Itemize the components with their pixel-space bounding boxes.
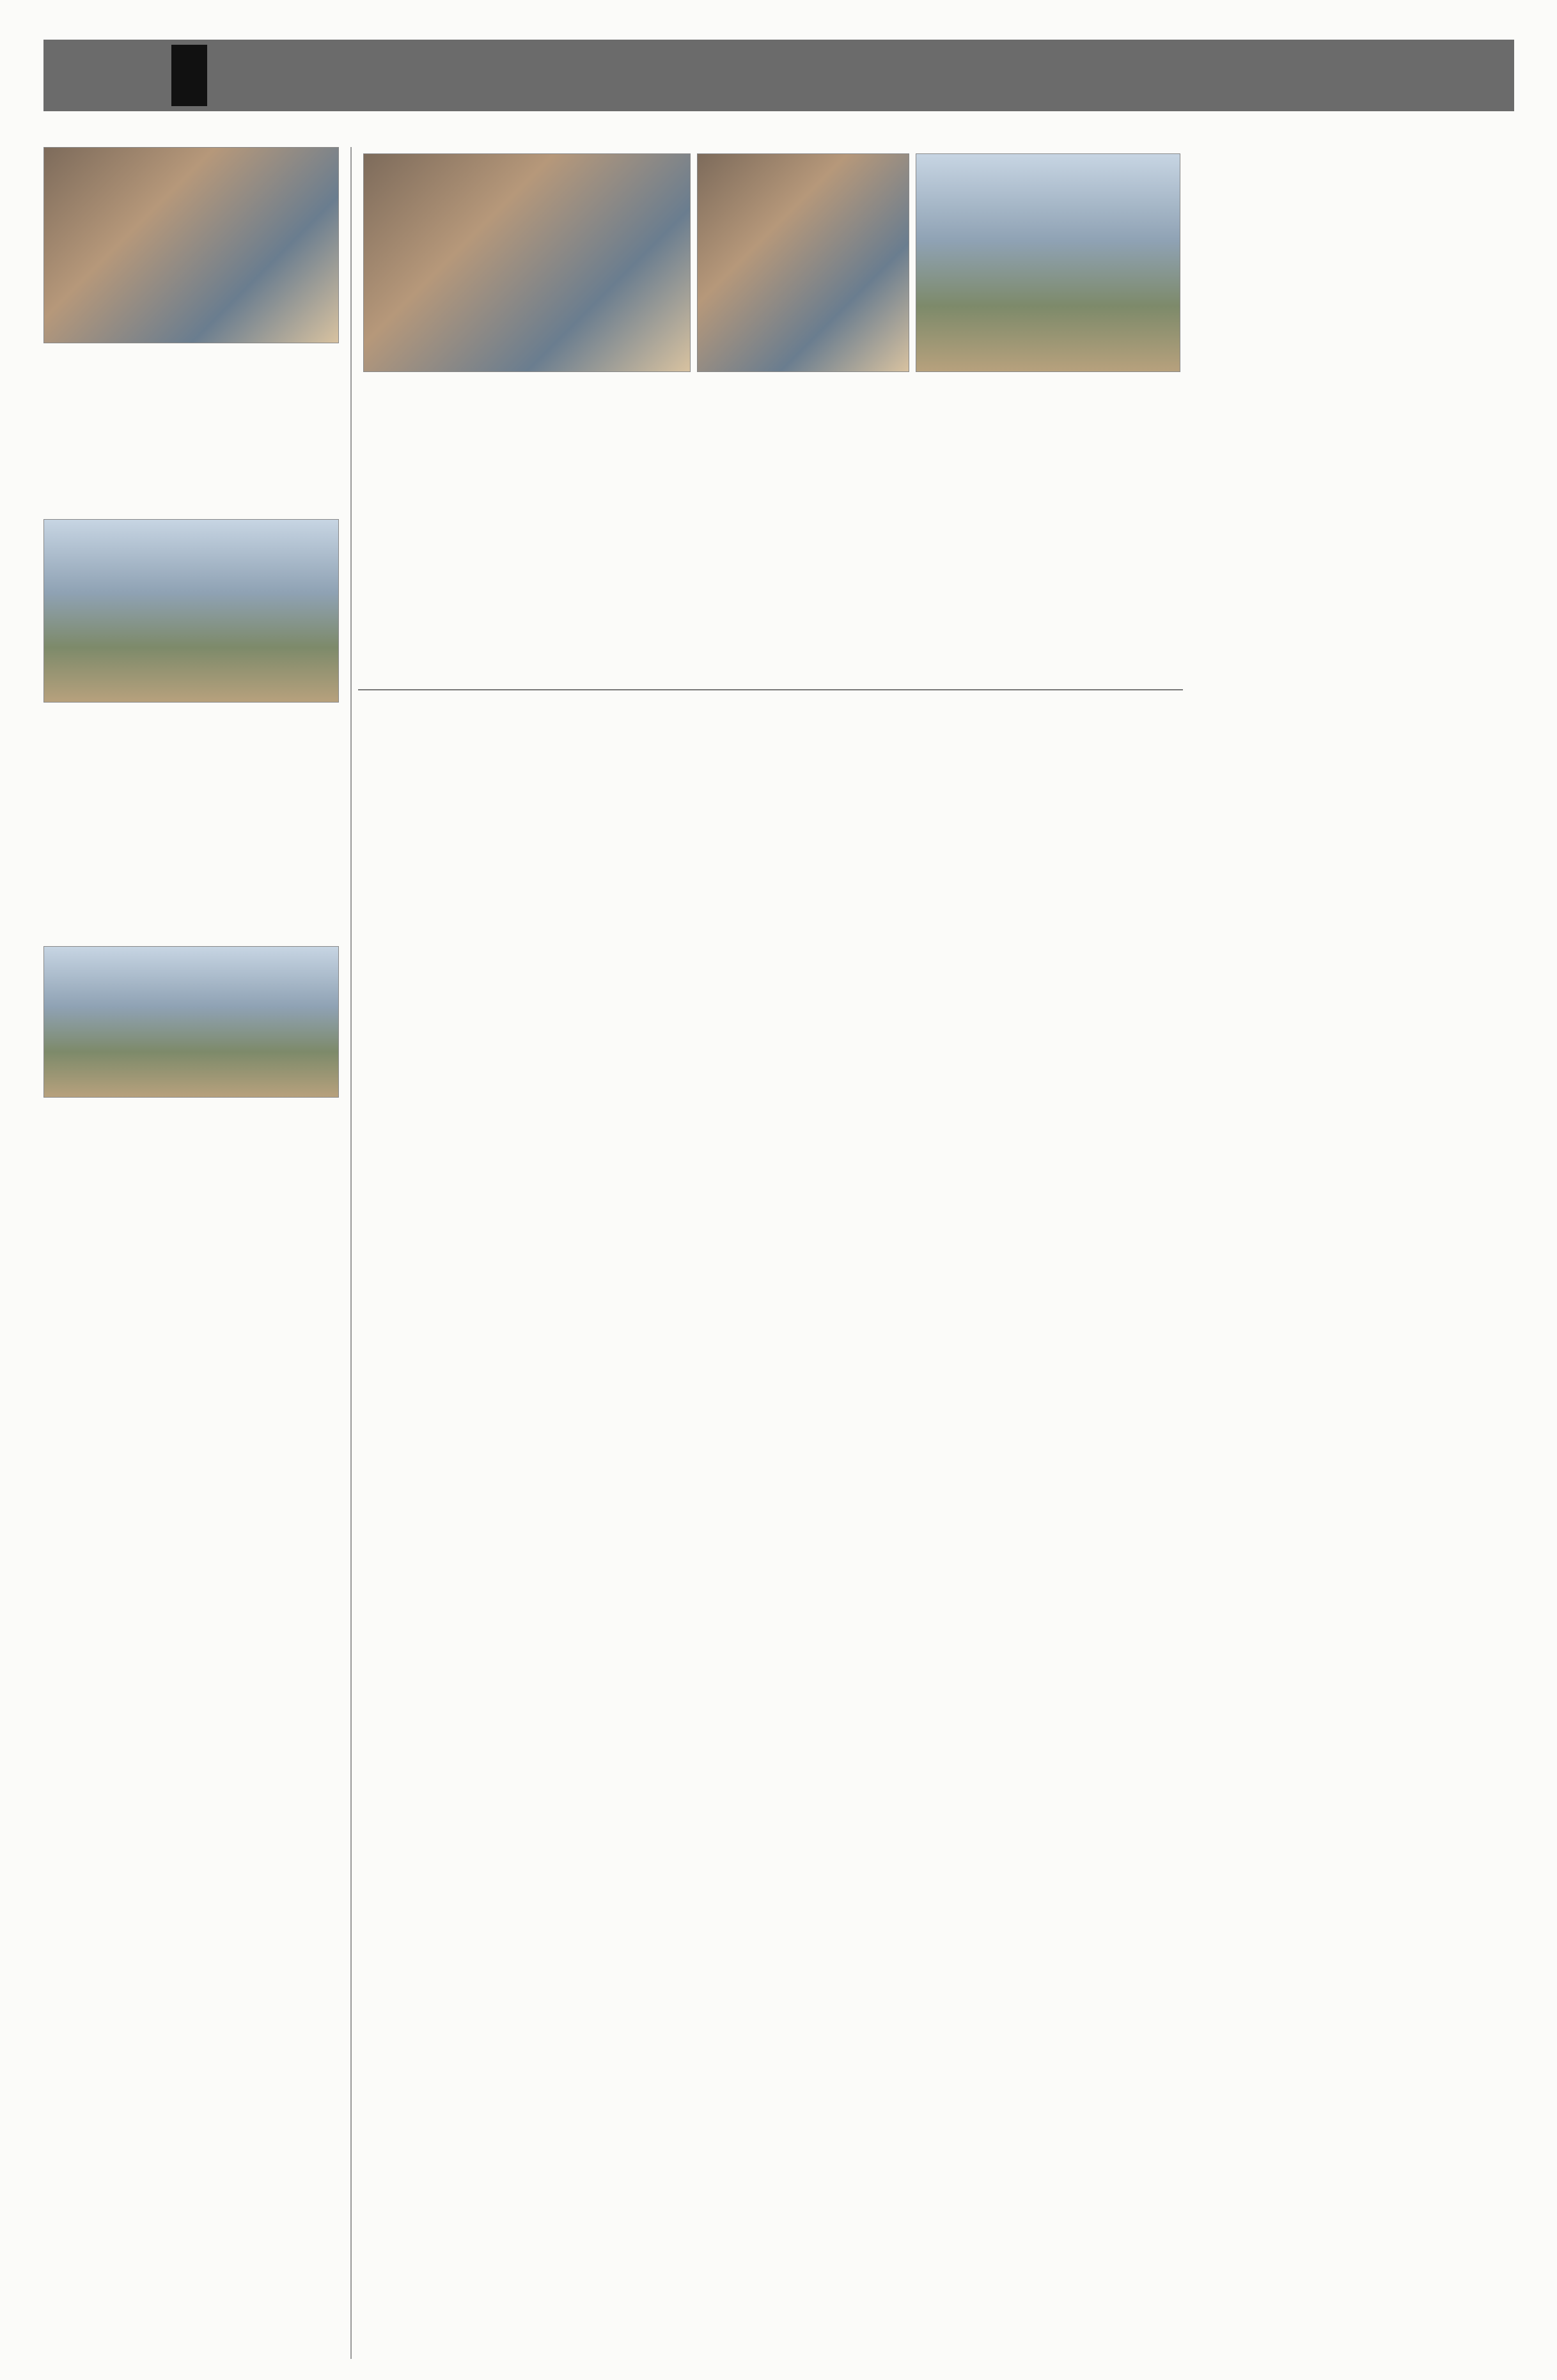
section-rule — [358, 689, 1183, 690]
dsp-inspection-photo — [43, 147, 339, 343]
dsp-inspection-text — [43, 387, 338, 518]
masthead-title — [171, 45, 207, 106]
exam-photo-2 — [697, 153, 909, 372]
financial-aid-text — [43, 1381, 338, 1521]
chalo-assembly-text — [43, 1254, 338, 1354]
masthead — [43, 40, 1514, 111]
group2-body-col1 — [363, 492, 581, 684]
lorry-accident-photo — [43, 946, 339, 1098]
group2-mothers-text — [916, 483, 1179, 684]
exam-photo-1 — [363, 153, 691, 372]
lorry-text — [43, 1132, 338, 1227]
netball-text — [43, 761, 338, 930]
column-divider — [350, 147, 352, 2359]
exam-photo-3 — [916, 153, 1180, 372]
netball-photo — [43, 519, 339, 703]
group2-body-col3 — [916, 394, 1179, 464]
group2-body-col2 — [587, 492, 907, 684]
page-number — [43, 40, 139, 111]
